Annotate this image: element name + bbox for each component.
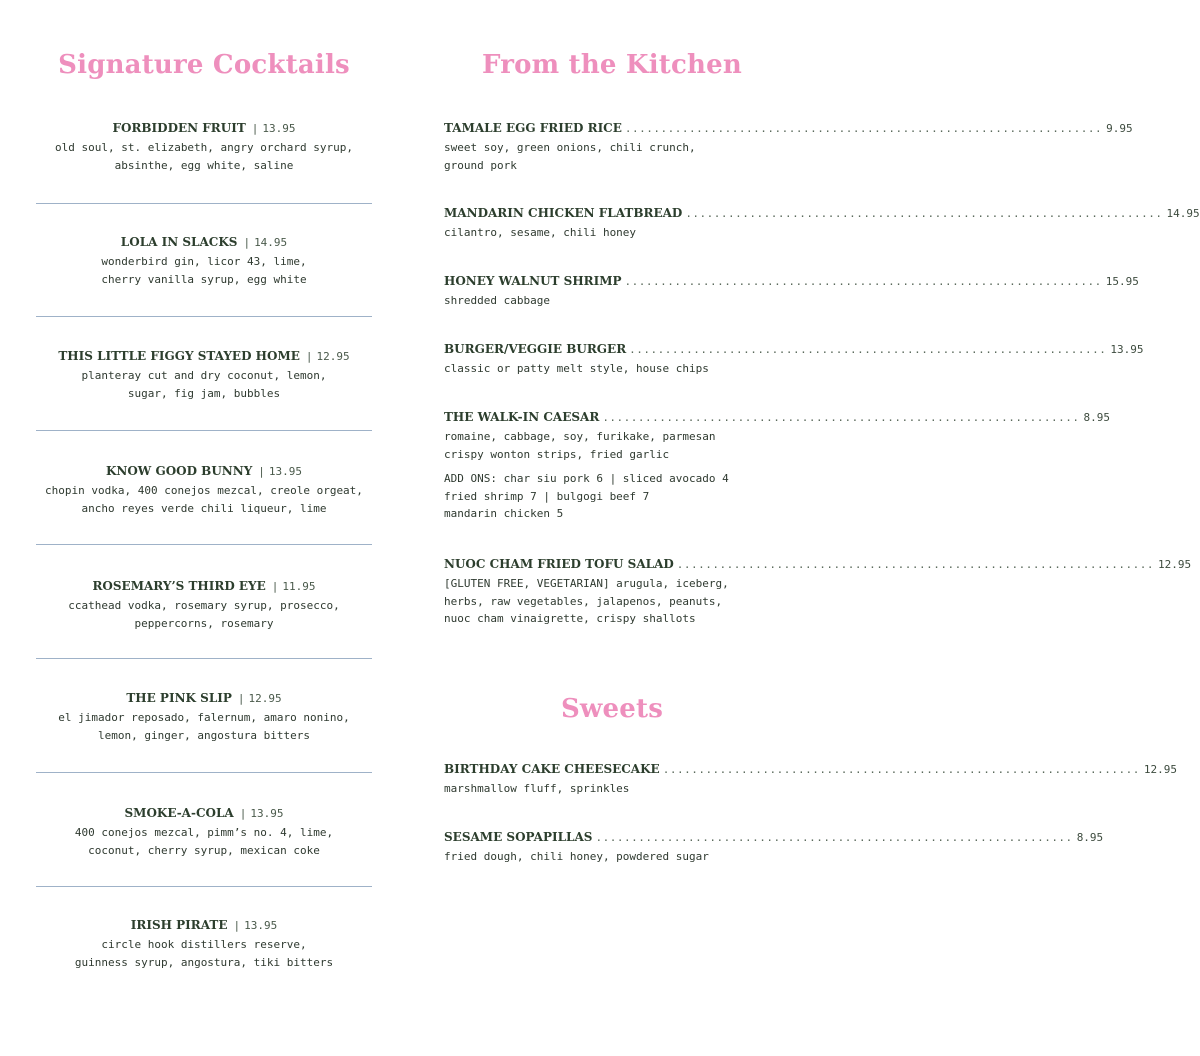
name-price-separator: |	[305, 350, 313, 363]
cocktail-name: ROSEMARY’S THIRD EYE	[92, 579, 266, 593]
cocktail-description-line: 400 conejos mezcal, pimm’s no. 4, lime,	[74, 826, 334, 839]
cocktail-item	[36, 464, 372, 517]
dish-name: NUOC CHAM FRIED TOFU SALAD	[444, 557, 674, 571]
kitchen-item	[444, 557, 1192, 628]
dish-price: 9.95	[1106, 122, 1133, 135]
divider	[36, 430, 372, 431]
dot-leader: ...................................................................	[624, 122, 1103, 135]
dish-description-line: romaine, cabbage, soy, furikake, parmesan	[444, 430, 716, 443]
cocktail-description-line: absinthe, egg white, saline	[114, 158, 294, 172]
dish-description-line: herbs, raw vegetables, jalapenos, peanuts,	[444, 594, 723, 608]
dish-name: MANDARIN CHICKEN FLATBREAD	[444, 206, 683, 220]
cocktail-name: THIS LITTLE FIGGY STAYED HOME	[58, 349, 300, 363]
dish-name: SESAME SOPAPILLAS	[444, 830, 593, 844]
cocktail-item	[36, 691, 372, 744]
kitchen-section-title: From the Kitchen	[482, 50, 742, 80]
dish-description-line: ground pork	[444, 158, 517, 172]
cocktail-description-line: chopin vodka, 400 conejos mezcal, creole orgeat,	[45, 484, 363, 497]
add-ons-line: ADD ONS: char siu pork 6 | sliced avocado 4	[444, 472, 729, 485]
cocktail-description-line: sugar, fig jam, bubbles	[127, 386, 281, 400]
cocktail-name: THE PINK SLIP	[126, 691, 232, 705]
kitchen-item	[444, 342, 1144, 378]
dish-price: 14.95	[1166, 207, 1200, 220]
dish-description-line: cilantro, sesame, chili honey	[444, 226, 637, 239]
cocktail-description-line: old soul, st. elizabeth, angry orchard syrup,	[54, 141, 353, 154]
cocktail-item	[36, 806, 372, 859]
cocktails-section-title: Signature Cocktails	[58, 50, 350, 80]
divider	[36, 658, 372, 659]
kitchen-item	[444, 121, 1133, 174]
cocktail-price: 12.95	[248, 692, 282, 705]
cocktail-price: 14.95	[254, 236, 288, 249]
cocktail-name: LOLA IN SLACKS	[120, 235, 238, 249]
dish-price: 12.95	[1158, 558, 1192, 571]
cocktail-price: 13.95	[262, 122, 296, 135]
divider	[36, 886, 372, 887]
cocktail-description-line: el jimador reposado, falernum, amaro nonino,	[58, 711, 350, 724]
dish-price: 12.95	[1143, 763, 1178, 776]
cocktail-price: 12.95	[316, 350, 350, 363]
cocktail-description-line: ancho reyes verde chili liqueur, lime	[81, 501, 327, 515]
sweets-section-title: Sweets	[560, 694, 664, 724]
cocktail-item	[36, 121, 372, 174]
cocktail-item	[36, 235, 372, 288]
cocktail-item	[36, 349, 372, 402]
name-price-separator: |	[237, 692, 245, 705]
name-price-separator: |	[271, 580, 279, 593]
dish-name: BURGER/VEGGIE BURGER	[444, 342, 627, 356]
cocktail-price: 11.95	[282, 580, 316, 593]
cocktail-name: FORBIDDEN FRUIT	[112, 121, 246, 135]
dish-description-line: crispy wonton strips, fried garlic	[444, 447, 670, 461]
dish-name: HONEY WALNUT SHRIMP	[444, 274, 622, 288]
cocktail-name: SMOKE-A-COLA	[124, 806, 234, 820]
kitchen-item	[444, 206, 1200, 242]
cocktail-item	[36, 918, 372, 971]
cocktail-description-line: cherry vanilla syrup, egg white	[101, 272, 307, 286]
sweets-item	[444, 762, 1178, 798]
name-price-separator: |	[239, 807, 247, 820]
add-ons-line: fried shrimp 7 | bulgogi beef 7	[444, 489, 650, 503]
add-ons-line: mandarin chicken 5	[444, 507, 564, 520]
name-price-separator: |	[243, 236, 251, 249]
dish-description-line: nuoc cham vinaigrette, crispy shallots	[444, 612, 696, 625]
dot-leader: ...................................................................	[629, 343, 1107, 356]
dish-name: TAMALE EGG FRIED RICE	[444, 121, 622, 135]
divider	[36, 203, 372, 204]
dish-description-line: [GLUTEN FREE, VEGETARIAN] arugula, iceberg,	[444, 577, 729, 590]
cocktail-description-line: coconut, cherry syrup, mexican coke	[88, 843, 320, 857]
name-price-separator: |	[233, 919, 241, 932]
dot-leader: ...................................................................	[624, 275, 1102, 288]
dish-price: 8.95	[1076, 831, 1104, 844]
dish-name: BIRTHDAY CAKE CHEESECAKE	[444, 762, 660, 776]
dot-leader: ...................................................................	[685, 207, 1163, 220]
kitchen-item	[444, 410, 1111, 523]
cocktail-item	[36, 579, 372, 632]
dot-leader: ...................................................................	[676, 558, 1155, 571]
cocktail-name: KNOW GOOD BUNNY	[105, 464, 253, 478]
cocktail-description-line: planteray cut and dry coconut, lemon,	[81, 369, 327, 382]
dish-description-line: marshmallow fluff, sprinkles	[444, 782, 630, 795]
dish-name: THE WALK-IN CAESAR	[444, 410, 600, 424]
dot-leader: ...................................................................	[595, 831, 1073, 844]
cocktail-description-line: wonderbird gin, licor 43, lime,	[101, 255, 307, 268]
name-price-separator: |	[258, 465, 265, 478]
dot-leader: ...................................................................	[602, 411, 1080, 424]
dot-leader: ...................................................................	[662, 763, 1140, 776]
cocktail-description-line: lemon, ginger, angostura bitters	[98, 728, 310, 742]
dish-price: 13.95	[1110, 343, 1144, 356]
cocktail-name: IRISH PIRATE	[130, 918, 228, 932]
cocktail-description-line: circle hook distillers reserve,	[101, 938, 307, 951]
kitchen-item	[444, 274, 1139, 310]
cocktail-price: 13.95	[268, 465, 303, 478]
cocktail-description-line: guinness syrup, angostura, tiki bitters	[74, 955, 334, 969]
sweets-item	[444, 830, 1104, 866]
divider	[36, 772, 372, 773]
cocktail-description-line: peppercorns, rosemary	[134, 616, 274, 630]
dish-price: 15.95	[1105, 275, 1139, 288]
dish-description-line: sweet soy, green onions, chili crunch,	[444, 141, 696, 154]
divider	[36, 316, 372, 317]
divider	[36, 544, 372, 545]
name-price-separator: |	[251, 122, 259, 135]
dish-description-line: fried dough, chili honey, powdered sugar	[444, 850, 709, 863]
cocktail-description-line: ccathead vodka, rosemary syrup, prosecco,	[68, 599, 340, 612]
dish-description-line: classic or patty melt style, house chips	[444, 362, 709, 375]
dish-price: 8.95	[1083, 411, 1111, 424]
cocktail-price: 13.95	[244, 919, 278, 932]
cocktail-price: 13.95	[250, 807, 284, 820]
dish-description-line: shredded cabbage	[444, 294, 550, 307]
